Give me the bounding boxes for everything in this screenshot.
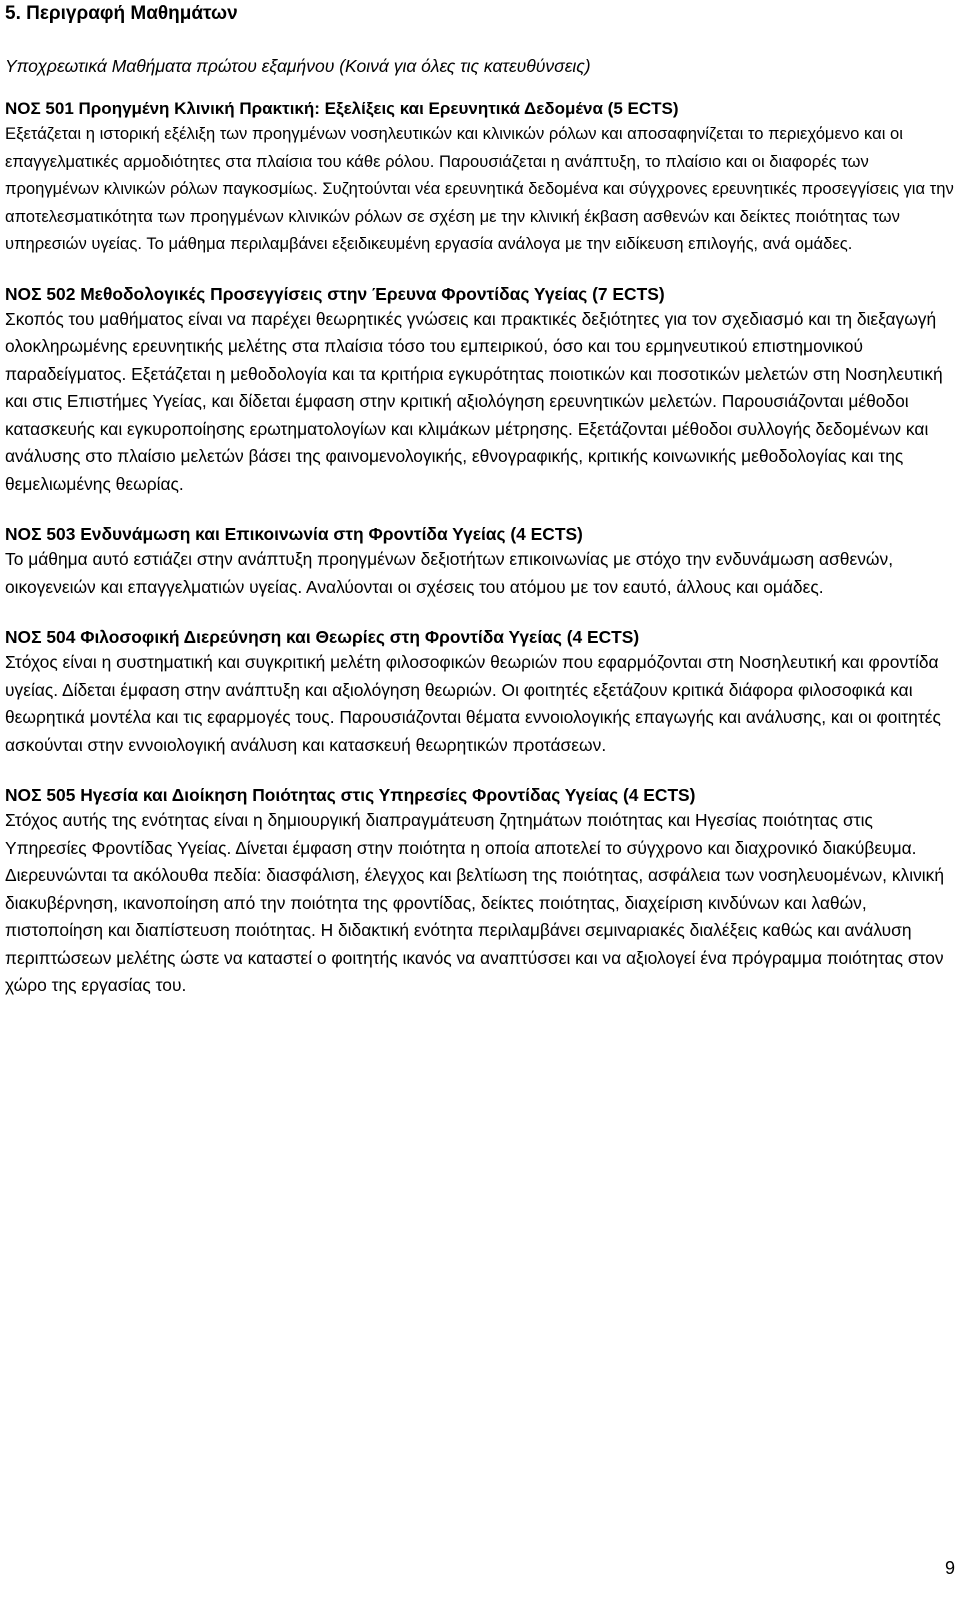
course-nos-502 <box>5 282 955 499</box>
course-description: Στόχος αυτής της ενότητας είναι η δημιουργική διαπραγμάτευση ζητημάτων ποιότητας και Ηγεσίας ποιότητας στις Υπηρεσίες Φροντίδας Υγείας. Δίνεται έμφαση στην ποιότητα η οποία αποτελεί το σύγχρονο και διαχρονικό διακύβευμα. Διερευνώνται τα ακόλουθα πεδία: διασφάλιση, έλεγχος και βελτίωση της ποιότητας, ασφάλεια των νοσηλευομένων, κλινική διακυβέρνηση, ικανοποίηση από την ποιότητα της φροντίδας, δείκτες ποιότητας, διαχείριση κινδύνων και λαθών, πιστοποίηση και διαπίστευση ποιότητας. Η διδακτική ενότητα περιλαμβάνει σεμιναριακές διαλέξεις καθώς και ανάλυση περιπτώσεων μελέτης ώστε να καταστεί ο φοιτητής ικανός να αναπτύσσει και να αξιολογεί ένα πρόγραμμα ποιότητας στον χώρο της εργασίας του. <box>5 810 945 995</box>
course-nos-504 <box>5 625 955 759</box>
subtitle: Υποχρεωτικά Μαθήματα πρώτου εξαμήνου (Κοινά για όλες τις κατευθύνσεις) <box>5 56 591 76</box>
course-title: ΝΟΣ 505 Ηγεσία και Διοίκηση Ποιότητας στις Υπηρεσίες Φροντίδας Υγείας (4 ECTS) <box>5 785 696 805</box>
course-title: ΝΟΣ 501 Προηγμένη Κλινική Πρακτική: Εξελίξεις και Ερευνητικά Δεδομένα (5 ECTS) <box>5 99 679 118</box>
course-description: Εξετάζεται η ιστορική εξέλιξη των προηγμένων νοσηλευτικών και κλινικών ρόλων και αποσαφηνίζεται το περιεχόμενο και οι επαγγελματικές αρμοδιότητες στα πλαίσια του κάθε ρόλου. Παρουσιάζεται η ανάπτυξη, το πλαίσιο και οι διαφορές των προηγμένων κλινικών ρόλων παγκοσμίως. Συζητούνται νέα ερευνητικά δεδομένα και σύγχρονες ερευνητικές προσεγγίσεις για την αποτελεσματικότητα των προηγμένων κλινικών ρόλων σε σχέση με την κλινική έκβαση ασθενών και δείκτες ποιότητας των υπηρεσιών υγείας. Το μάθημα περιλαμβάνει εξειδικευμένη εργασία ανάλογα με την ειδίκευση επιλογής, ανά ομάδες. <box>5 124 954 253</box>
course-title: ΝΟΣ 502 Μεθοδολογικές Προσεγγίσεις στην Έρευνα Φροντίδας Υγείας (7 ECTS) <box>5 283 665 304</box>
document-page <box>5 0 955 1000</box>
page-number: 9 <box>944 1558 955 1578</box>
course-nos-501 <box>5 97 955 258</box>
course-description: Το μάθημα αυτό εστιάζει στην ανάπτυξη προηγμένων δεξιοτήτων επικοινωνίας με στόχο την ενδυνάμωση ασθενών, οικογενειών και επαγγελματιών υγείας. Αναλύονται οι σχέσεις του ατόμου με τον εαυτό, άλλους και ομάδες. <box>5 549 894 597</box>
course-nos-503 <box>5 522 955 601</box>
course-title: ΝΟΣ 503 Ενδυνάμωση και Επικοινωνία στη Φροντίδα Υγείας (4 ECTS) <box>5 524 583 544</box>
section-title: 5. Περιγραφή Μαθημάτων <box>5 3 238 24</box>
course-nos-505 <box>5 783 955 1000</box>
course-description: Σκοπός του μαθήματος είναι να παρέχει θεωρητικές γνώσεις και πρακτικές δεξιότητες για τον σχεδιασμό και τη διεξαγωγή ολοκληρωμένης ερευνητικής μελέτης στα πλαίσια τόσο του εμπειρικού, όσο και του ερμηνευτικού επιστημονικού παραδείγματος. Εξετάζεται η μεθοδολογία και τα κριτήρια εγκυρότητας ποιοτικών και ποσοτικών μελετών στη Νοσηλευτική και στις Επιστήμες Υγείας, και δίδεται έμφαση στην κριτική αξιολόγηση ερευνητικών μελετών. Παρουσιάζονται μέθοδοι κατασκευής και εγκυροποίησης ερωτηματολογίων και κλιμάκων μέτρησης. Εξετάζονται μέθοδοι συλλογής δεδομένων και ανάλυσης στο πλαίσιο μελετών βάσει της φαινομενολογικής, εθνογραφικής, κριτικής κοινωνικής μεθοδολογίας και της θεμελιωμένης θεωρίας. <box>5 308 943 494</box>
course-description: Στόχος είναι η συστηματική και συγκριτική μελέτη φιλοσοφικών θεωριών που εφαρμόζονται στη Νοσηλευτική και φροντίδα υγείας. Δίδεται έμφαση στην ανάπτυξη και αξιολόγηση θεωριών. Οι φοιτητές εξετάζουν κριτικά διάφορα φιλοσοφικά και θεωρητικά μοντέλα και τις εφαρμογές τους. Παρουσιάζονται θέματα εννοιολογικής επαγωγής και ανάλυσης, και οι φοιτητές ασκούνται στην εννοιολογική ανάλυση και κατασκευή θεωρητικών προτάσεων. <box>5 652 941 755</box>
course-title: ΝΟΣ 504 Φιλοσοφική Διερεύνηση και Θεωρίες στη Φροντίδα Υγείας (4 ECTS) <box>5 627 640 647</box>
